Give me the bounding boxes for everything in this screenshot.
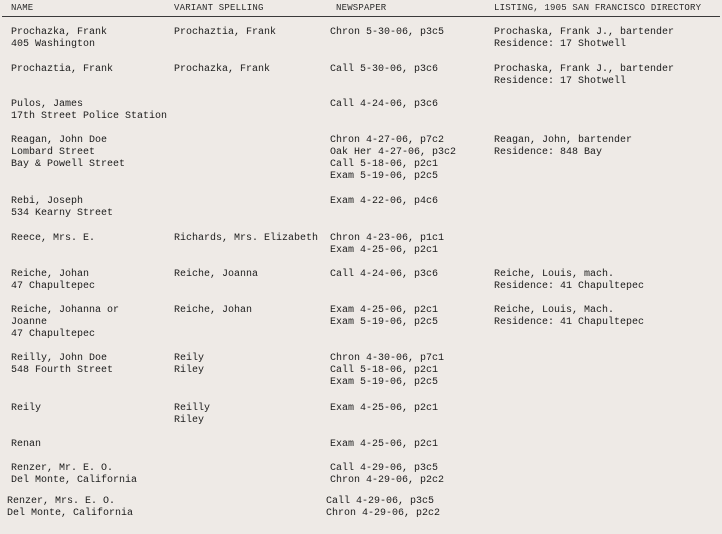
newspaper-cell [330,196,438,208]
name-cell-line: Reilly, John Doe [11,353,108,364]
name-cell-line: Bay & Powell Street [11,159,126,170]
name-cell-line: 405 Washington [11,39,96,50]
listing-cell [494,305,644,329]
name-cell [11,135,125,171]
name-cell-line: 47 Chapultepec [11,281,96,292]
newspaper-cell [330,463,444,487]
newspaper-cell-line: Exam 4-25-06, p2c1 [330,439,439,450]
name-cell [11,439,41,451]
variant-cell-line: Riley [174,415,205,426]
listing-cell-line: Residence: 41 Chapultepec [494,317,645,328]
listing-cell-line: Residence: 17 Shotwell [494,76,627,87]
listing-cell-line: Residence: 17 Shotwell [494,39,627,50]
variant-cell-line: Richards, Mrs. Elizabeth [174,233,319,244]
name-cell-line: Reagan, John Doe [11,135,108,146]
name-cell [11,305,119,341]
listing-cell-line: Reiche, Louis, mach. [494,269,615,280]
variant-cell-line: Reiche, Joanna [174,269,259,280]
newspaper-cell-line: Call 5-30-06, p3c6 [330,64,439,75]
newspaper-cell [330,269,438,281]
listing-cell [494,269,644,293]
name-cell-line: 534 Kearny Street [11,208,114,219]
name-cell-line: Reiche, Johan [11,269,90,280]
variant-cell [174,305,252,317]
newspaper-cell-line: Call 5-18-06, p2c1 [330,159,439,170]
header-rule [2,16,720,17]
name-cell [11,353,113,377]
newspaper-cell [330,135,456,183]
listing-cell-line: Reagan, John, bartender [494,135,633,146]
name-cell [11,196,113,220]
name-cell-line: Reece, Mrs. E. [11,233,96,244]
newspaper-cell-line: Exam 4-25-06, p2c1 [330,305,439,316]
name-cell [11,463,137,487]
name-cell [7,496,133,520]
newspaper-cell-line: Call 5-18-06, p2c1 [330,365,439,376]
name-cell [11,27,107,51]
name-cell-line: Pulos, James [11,99,84,110]
newspaper-cell-line: Chron 4-30-06, p7c1 [330,353,445,364]
listing-cell-line: Prochaska, Frank J., bartender [494,27,675,38]
variant-cell-line: Prochazka, Frank [174,64,271,75]
newspaper-cell [330,305,438,329]
variant-cell [174,64,270,76]
newspaper-cell-line: Exam 5-19-06, p2c5 [330,317,439,328]
variant-cell [174,269,258,281]
name-cell-line: Renzer, Mrs. E. O. [7,496,116,507]
listing-cell [494,64,674,88]
newspaper-cell-line: Exam 5-19-06, p2c5 [330,377,439,388]
name-cell-line: Prochaztia, Frank [11,64,114,75]
name-cell-line: Joanne [11,317,48,328]
listing-cell [494,135,632,159]
variant-cell-line: Prochaztia, Frank [174,27,277,38]
variant-cell-line: Reilly [174,403,211,414]
variant-cell [174,353,204,377]
variant-cell-line: Reiche, Johan [174,305,253,316]
newspaper-cell-line: Exam 4-25-06, p2c1 [330,245,439,256]
newspaper-cell-line: Chron 4-23-06, p1c1 [330,233,445,244]
newspaper-cell-line: Oak Her 4-27-06, p3c2 [330,147,457,158]
listing-cell-line: Residence: 848 Bay [494,147,603,158]
listing-cell-line: Prochaska, Frank J., bartender [494,64,675,75]
newspaper-cell-line: Call 4-29-06, p3c5 [326,496,435,507]
variant-cell [174,233,318,245]
newspaper-cell [330,64,438,76]
listing-cell-line: Reiche, Louis, Mach. [494,305,615,316]
name-cell-line: Reily [11,403,42,414]
newspaper-cell-line: Chron 4-29-06, p2c2 [326,508,441,519]
newspaper-cell-line: Call 4-29-06, p3c5 [330,463,439,474]
newspaper-cell [330,403,438,415]
newspaper-cell [330,233,444,257]
name-cell-line: Renan [11,439,42,450]
name-cell-line: 17th Street Police Station [11,111,168,122]
listing-cell [494,27,674,51]
newspaper-cell [326,496,440,520]
newspaper-cell-line: Call 4-24-06, p3c6 [330,269,439,280]
newspaper-cell-line: Exam 4-25-06, p2c1 [330,403,439,414]
name-cell-line: Prochazka, Frank [11,27,108,38]
header-newspaper: NEWSPAPER [336,3,387,13]
variant-cell-line: Reily [174,353,205,364]
name-cell [11,64,113,76]
name-cell-line: Del Monte, California [7,508,134,519]
name-cell-line: 548 Fourth Street [11,365,114,376]
variant-cell [174,27,276,39]
header-name: NAME [11,3,34,13]
newspaper-cell-line: Chron 5-30-06, p3c5 [330,27,445,38]
name-cell-line: Renzer, Mr. E. O. [11,463,114,474]
newspaper-cell [330,353,444,389]
newspaper-cell [330,27,444,39]
name-cell-line: Reiche, Johanna or [11,305,120,316]
newspaper-cell-line: Exam 5-19-06, p2c5 [330,171,439,182]
variant-cell [174,403,210,427]
variant-cell-line: Riley [174,365,205,376]
name-cell-line: Rebi, Joseph [11,196,84,207]
newspaper-cell-line: Chron 4-27-06, p7c2 [330,135,445,146]
newspaper-cell-line: Chron 4-29-06, p2c2 [330,475,445,486]
name-cell [11,233,95,245]
listing-cell-line: Residence: 41 Chapultepec [494,281,645,292]
header-variant-spelling: VARIANT SPELLING [174,3,264,13]
name-cell [11,403,41,415]
name-cell-line: Del Monte, California [11,475,138,486]
header-listing: LISTING, 1905 SAN FRANCISCO DIRECTORY [494,3,702,13]
name-cell-line: Lombard Street [11,147,96,158]
name-cell [11,99,167,123]
name-cell [11,269,95,293]
name-cell-line: 47 Chapultepec [11,329,96,340]
newspaper-cell-line: Exam 4-22-06, p4c6 [330,196,439,207]
newspaper-cell-line: Call 4-24-06, p3c6 [330,99,439,110]
newspaper-cell [330,99,438,111]
newspaper-cell [330,439,438,451]
